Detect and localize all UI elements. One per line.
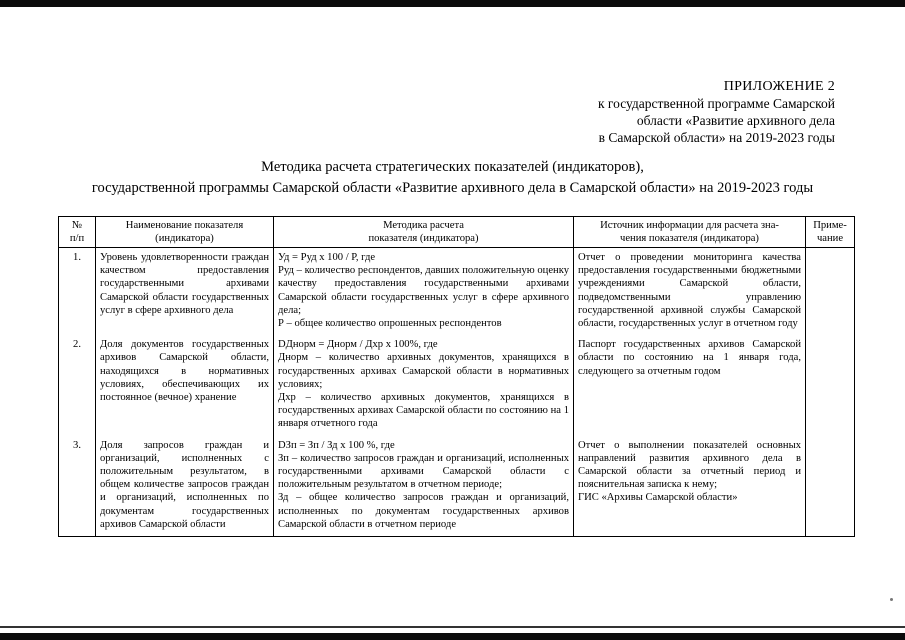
header-indicator-name: Наименование показателя (индикатора) [96,217,274,248]
table-row [59,335,855,435]
row-number: 1. [59,248,96,336]
title-line: государственной программы Самарской области «Развитие архивного дела в Самарской области» на 2019-2023 годы [91,180,814,196]
row-source: Отчет о проведении мониторинга качества предоставления государственными бюджетными учреждениями Самарской области, подведомственными управлению государственной архивной службы Самарской области, государственных услуг в отчетном году [574,248,806,336]
table-row [59,436,855,537]
appendix-title: ПРИЛОЖЕНИЕ 2 [723,79,835,94]
appendix-line: в Самарской области» на 2019-2023 годы [598,130,835,145]
scan-bottom-line [0,626,905,628]
row-indicator-name: Уровень удовлетворенности граждан качеством предоставления государственными архивами Самарской области государственных услуг в сфере архивного дела [96,248,274,336]
header-note: Приме- чание [806,217,855,248]
row-note [806,436,855,537]
table-header-row [59,217,855,248]
row-number: 2. [59,335,96,435]
indicators-table [58,216,855,537]
appendix-line: области «Развитие архивного дела [636,113,835,128]
row-method: DЗп = Зп / Зд х 100 %, где Зп – количество запросов граждан и организаций, исполненных государственными архивами Самарской области с положительным результатом в отчетном периоде; Зд – общее количество запросов граждан и организаций, исполненных по документам государственных архивов Самарской области в отчетном периоде [274,436,574,537]
row-method: DДнорм = Днорм / Дхр х 100%, где Днорм – количество архивных документов, хранящихся в государственных архивах Самарской области в нормативных условиях; Дхр – количество архивных документов, хранящихся в государственных архивах Самарской области по состоянию на 1 января отчетного года [274,335,574,435]
title-line: Методика расчета стратегических показателей (индикаторов), [261,159,644,175]
scan-bottom-border [0,633,905,640]
row-note [806,248,855,336]
appendix-line: к государственной программе Самарской [597,96,835,111]
header-source: Источник информации для расчета зна- чения показателя (индикатора) [574,217,806,248]
row-source: Отчет о выполнении показателей основных направлений развития архивного дела в Самарской области за отчетный период и пояснительная записка к нему; ГИС «Архивы Самарской области» [574,436,806,537]
appendix-heading [598,78,835,146]
header-method: Методика расчета показателя (индикатора) [274,217,574,248]
row-method: Уд = Руд х 100 / Р, где Руд – количество респондентов, давших положительную оценку качеству предоставления государственными архивами Самарской области государственных услуг в сфере архивного дела; Р – общее количество опрошенных респондентов [274,248,574,336]
row-note [806,335,855,435]
scan-top-border [0,0,905,7]
scan-speck [890,598,893,601]
header-number: № п/п [59,217,96,248]
row-indicator-name: Доля запросов граждан и организаций, исполненных с положительным результатом, в общем количестве запросов граждан и организаций, исполненных по документам государственных архивов Самарской области [96,436,274,537]
row-number: 3. [59,436,96,537]
row-indicator-name: Доля документов государственных архивов Самарской области, находящихся в нормативных условиях, обеспечивающих их постоянное (вечное) хранение [96,335,274,435]
document-title [20,157,885,199]
table-row [59,248,855,336]
row-source: Паспорт государственных архивов Самарской области по состоянию на 1 января года, следующего за отчетным годом [574,335,806,435]
